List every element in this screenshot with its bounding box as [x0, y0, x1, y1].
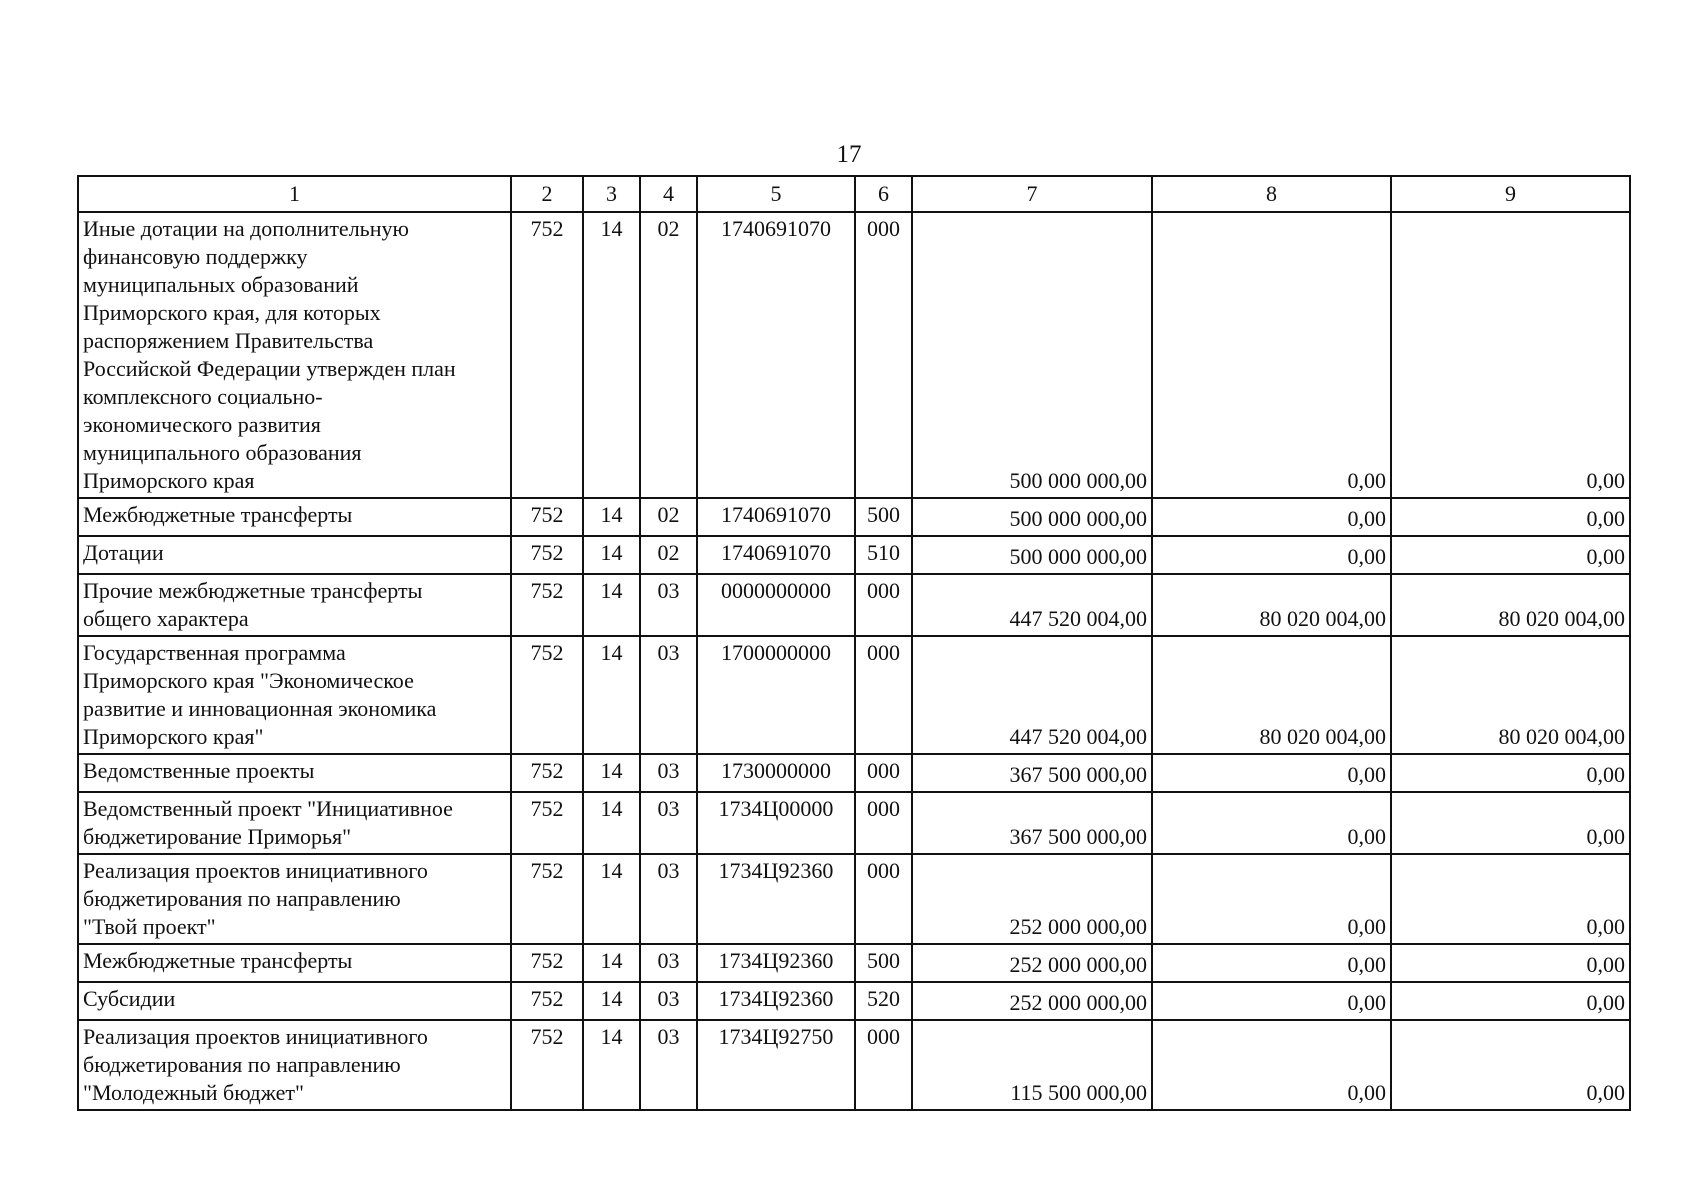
column-header: 7 — [912, 176, 1152, 212]
amount-col-8: 0,00 — [1152, 754, 1391, 792]
target-article-code: 1734Ц92360 — [697, 982, 855, 1020]
column-number-row — [78, 176, 1630, 212]
expense-type-code: 000 — [855, 636, 912, 754]
section-code: 14 — [583, 212, 640, 498]
amount-col-9: 80 020 004,00 — [1391, 636, 1630, 754]
section-code: 14 — [583, 754, 640, 792]
section-code: 14 — [583, 1020, 640, 1110]
row-name: Ведомственные проекты — [78, 754, 511, 792]
section-code: 14 — [583, 498, 640, 536]
subsection-code: 03 — [640, 1020, 697, 1110]
amount-col-7: 252 000 000,00 — [912, 982, 1152, 1020]
chapter-code: 752 — [511, 574, 583, 636]
row-name: Реализация проектов инициативного бюджетирования по направлению "Твой проект" — [78, 854, 511, 944]
amount-col-7: 447 520 004,00 — [912, 574, 1152, 636]
page-number: 17 — [836, 141, 862, 168]
expense-type-code: 000 — [855, 854, 912, 944]
table-row — [78, 792, 1630, 854]
amount-col-7: 367 500 000,00 — [912, 792, 1152, 854]
target-article-code: 1734Ц92750 — [697, 1020, 855, 1110]
section-code: 14 — [583, 982, 640, 1020]
amount-col-7: 252 000 000,00 — [912, 854, 1152, 944]
amount-col-7: 500 000 000,00 — [912, 536, 1152, 574]
section-code: 14 — [583, 574, 640, 636]
amount-col-8: 80 020 004,00 — [1152, 574, 1391, 636]
chapter-code: 752 — [511, 792, 583, 854]
expense-type-code: 500 — [855, 944, 912, 982]
target-article-code: 1734Ц92360 — [697, 944, 855, 982]
row-name: Межбюджетные трансферты — [78, 944, 511, 982]
amount-col-9: 0,00 — [1391, 754, 1630, 792]
amount-col-9: 0,00 — [1391, 498, 1630, 536]
subsection-code: 02 — [640, 536, 697, 574]
subsection-code: 03 — [640, 854, 697, 944]
section-code: 14 — [583, 536, 640, 574]
column-header: 9 — [1391, 176, 1630, 212]
section-code: 14 — [583, 944, 640, 982]
row-name: Государственная программа Приморского края "Экономическое развитие и инновационная экономика Приморского края" — [78, 636, 511, 754]
column-header: 4 — [640, 176, 697, 212]
target-article-code: 1734Ц92360 — [697, 854, 855, 944]
subsection-code: 03 — [640, 636, 697, 754]
amount-col-7: 500 000 000,00 — [912, 498, 1152, 536]
row-name: Ведомственный проект "Инициативное бюджетирование Приморья" — [78, 792, 511, 854]
amount-col-7: 115 500 000,00 — [912, 1020, 1152, 1110]
row-name: Межбюджетные трансферты — [78, 498, 511, 536]
amount-col-9: 0,00 — [1391, 944, 1630, 982]
chapter-code: 752 — [511, 944, 583, 982]
subsection-code: 02 — [640, 498, 697, 536]
section-code: 14 — [583, 792, 640, 854]
amount-col-9: 0,00 — [1391, 854, 1630, 944]
column-header: 2 — [511, 176, 583, 212]
amount-col-8: 80 020 004,00 — [1152, 636, 1391, 754]
table-row — [78, 754, 1630, 792]
chapter-code: 752 — [511, 212, 583, 498]
subsection-code: 03 — [640, 944, 697, 982]
amount-col-8: 0,00 — [1152, 854, 1391, 944]
expense-type-code: 000 — [855, 792, 912, 854]
table-row — [78, 212, 1630, 498]
column-header: 1 — [78, 176, 511, 212]
target-article-code: 1730000000 — [697, 754, 855, 792]
amount-col-9: 0,00 — [1391, 982, 1630, 1020]
table-row — [78, 574, 1630, 636]
section-code: 14 — [583, 854, 640, 944]
amount-col-7: 252 000 000,00 — [912, 944, 1152, 982]
amount-col-8: 0,00 — [1152, 944, 1391, 982]
target-article-code: 1740691070 — [697, 212, 855, 498]
table-row — [78, 498, 1630, 536]
subsection-code: 03 — [640, 754, 697, 792]
table-row — [78, 982, 1630, 1020]
amount-col-9: 0,00 — [1391, 792, 1630, 854]
chapter-code: 752 — [511, 636, 583, 754]
target-article-code: 1740691070 — [697, 536, 855, 574]
expense-type-code: 000 — [855, 212, 912, 498]
target-article-code: 1740691070 — [697, 498, 855, 536]
section-code: 14 — [583, 636, 640, 754]
row-name: Реализация проектов инициативного бюджетирования по направлению "Молодежный бюджет" — [78, 1020, 511, 1110]
chapter-code: 752 — [511, 1020, 583, 1110]
amount-col-9: 0,00 — [1391, 536, 1630, 574]
amount-col-8: 0,00 — [1152, 536, 1391, 574]
table-row — [78, 944, 1630, 982]
subsection-code: 03 — [640, 982, 697, 1020]
row-name: Иные дотации на дополнительную финансовую поддержку муниципальных образований Приморского края, для которых распоряжением Правительства Российской Федерации утвержден план комплексного социально- экономического развития муниципального образования Приморского края — [78, 212, 511, 498]
expense-type-code: 000 — [855, 1020, 912, 1110]
row-name: Субсидии — [78, 982, 511, 1020]
expense-type-code: 510 — [855, 536, 912, 574]
target-article-code: 1734Ц00000 — [697, 792, 855, 854]
chapter-code: 752 — [511, 498, 583, 536]
row-name: Дотации — [78, 536, 511, 574]
expense-type-code: 500 — [855, 498, 912, 536]
amount-col-9: 0,00 — [1391, 212, 1630, 498]
chapter-code: 752 — [511, 536, 583, 574]
table-row — [78, 536, 1630, 574]
subsection-code: 02 — [640, 212, 697, 498]
expense-type-code: 520 — [855, 982, 912, 1020]
target-article-code: 1700000000 — [697, 636, 855, 754]
chapter-code: 752 — [511, 854, 583, 944]
amount-col-8: 0,00 — [1152, 498, 1391, 536]
subsection-code: 03 — [640, 792, 697, 854]
table-row — [78, 636, 1630, 754]
amount-col-8: 0,00 — [1152, 1020, 1391, 1110]
chapter-code: 752 — [511, 754, 583, 792]
expense-type-code: 000 — [855, 754, 912, 792]
column-header: 8 — [1152, 176, 1391, 212]
amount-col-7: 367 500 000,00 — [912, 754, 1152, 792]
target-article-code: 0000000000 — [697, 574, 855, 636]
amount-col-7: 447 520 004,00 — [912, 636, 1152, 754]
amount-col-9: 80 020 004,00 — [1391, 574, 1630, 636]
amount-col-8: 0,00 — [1152, 792, 1391, 854]
row-name: Прочие межбюджетные трансферты общего характера — [78, 574, 511, 636]
subsection-code: 03 — [640, 574, 697, 636]
table-row — [78, 854, 1630, 944]
table-row — [78, 1020, 1630, 1110]
column-header: 3 — [583, 176, 640, 212]
expense-type-code: 000 — [855, 574, 912, 636]
column-header: 5 — [697, 176, 855, 212]
amount-col-8: 0,00 — [1152, 982, 1391, 1020]
amount-col-8: 0,00 — [1152, 212, 1391, 498]
budget-table — [77, 175, 1631, 1111]
amount-col-7: 500 000 000,00 — [912, 212, 1152, 498]
column-header: 6 — [855, 176, 912, 212]
chapter-code: 752 — [511, 982, 583, 1020]
amount-col-9: 0,00 — [1391, 1020, 1630, 1110]
